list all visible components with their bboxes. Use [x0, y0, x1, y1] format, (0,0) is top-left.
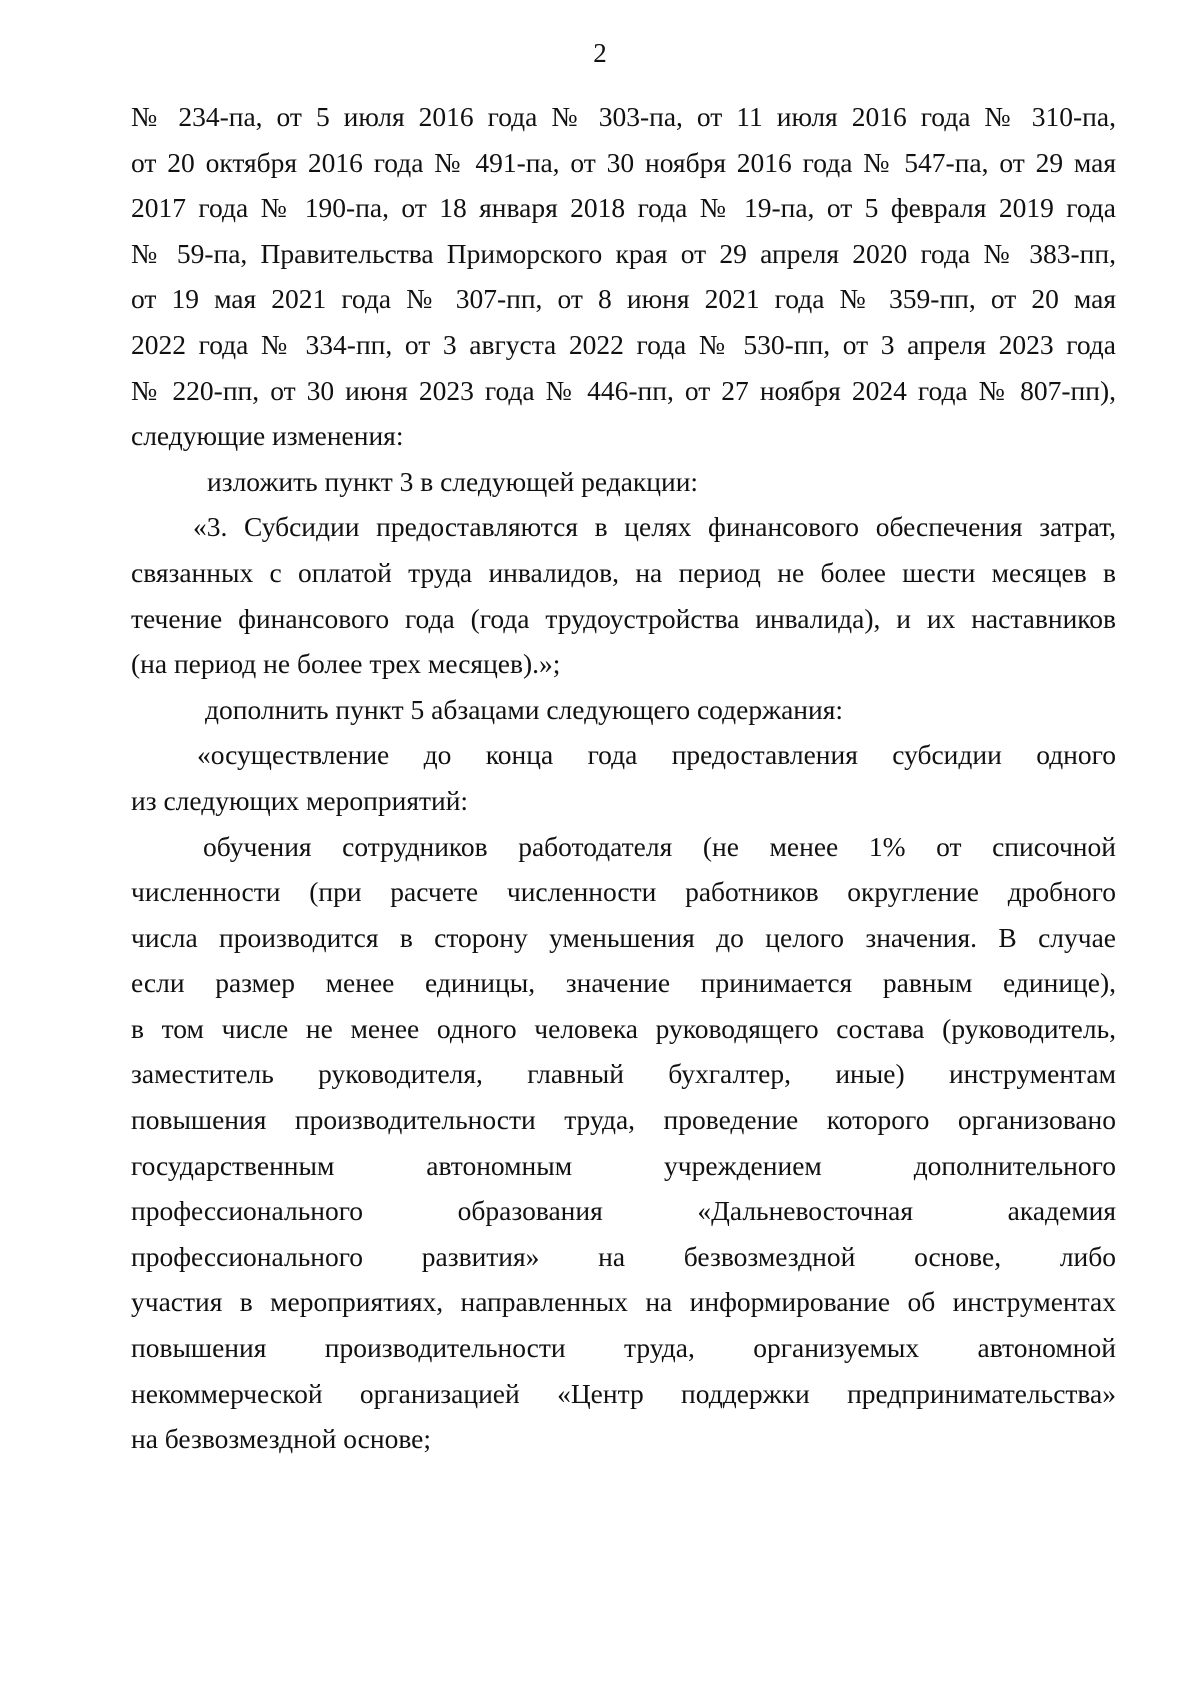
text-line: № 220-пп, от 30 июня 2023 года № 446-пп, от 27 ноября 2024 года № 807-пп), [131, 374, 1116, 406]
text-line: № 59-па, Правительства Приморского края от 29 апреля 2020 года № 383-пп, [131, 237, 1116, 269]
text-line: следующие изменения: [131, 420, 404, 452]
text-line: если размер менее единицы, значение принимается равным единице), [131, 967, 1116, 999]
text-line: изложить пункт 3 в следующей редакции: [207, 465, 699, 497]
text-line: некоммерческой организацией «Центр поддержки предпринимательства» [131, 1377, 1116, 1409]
text-line: заместитель руководителя, главный бухгалтер, иные) инструментам [131, 1058, 1116, 1090]
text-line: профессионального образования «Дальневосточная академия [131, 1195, 1116, 1227]
text-line: численности (при расчете численности работников округление дробного [131, 876, 1116, 908]
text-line: государственным автономным учреждением дополнительного [131, 1149, 1116, 1181]
text-line: числа производится в сторону уменьшения до целого значения. В случае [131, 921, 1116, 953]
text-line: (на период не более трех месяцев).»; [131, 648, 561, 680]
text-line: «3. Субсидии предоставляются в целях финансового обеспечения затрат, [193, 511, 1116, 543]
text-line: в том числе не менее одного человека руководящего состава (руководитель, [131, 1012, 1116, 1044]
text-line: 2022 года № 334-пп, от 3 августа 2022 года № 530-пп, от 3 апреля 2023 года [131, 328, 1116, 360]
text-line: обучения сотрудников работодателя (не менее 1% от списочной [203, 830, 1116, 862]
text-line: «осуществление до конца года предоставления субсидии одного [197, 739, 1116, 771]
text-line: от 20 октября 2016 года № 491-па, от 30 ноября 2016 года № 547-па, от 29 мая [131, 146, 1116, 178]
text-line: дополнить пункт 5 абзацами следующего содержания: [205, 693, 844, 725]
text-line: течение финансового года (года трудоустройства инвалида), и их наставников [131, 602, 1116, 634]
document-body [131, 94, 1116, 1462]
text-line: 2017 года № 190-па, от 18 января 2018 года № 19-па, от 5 февраля 2019 года [131, 192, 1116, 224]
text-line: № 234-па, от 5 июля 2016 года № 303-па, от 11 июля 2016 года № 310-па, [131, 101, 1116, 132]
text-line: на безвозмездной основе; [131, 1423, 431, 1455]
text-line: повышения производительности труда, организуемых автономной [131, 1332, 1116, 1364]
text-line: из следующих мероприятий: [131, 784, 469, 816]
text-line: участия в мероприятиях, направленных на информирование об инструментах [131, 1286, 1116, 1318]
text-line: связанных с оплатой труда инвалидов, на период не более шести месяцев в [131, 556, 1116, 588]
text-line: профессионального развития» на безвозмездной основе, либо [131, 1240, 1116, 1272]
page-number: 2 [593, 38, 607, 68]
text-line: от 19 мая 2021 года № 307-пп, от 8 июня 2021 года № 359-пп, от 20 мая [131, 283, 1116, 315]
text-line: повышения производительности труда, проведение которого организовано [131, 1104, 1116, 1136]
